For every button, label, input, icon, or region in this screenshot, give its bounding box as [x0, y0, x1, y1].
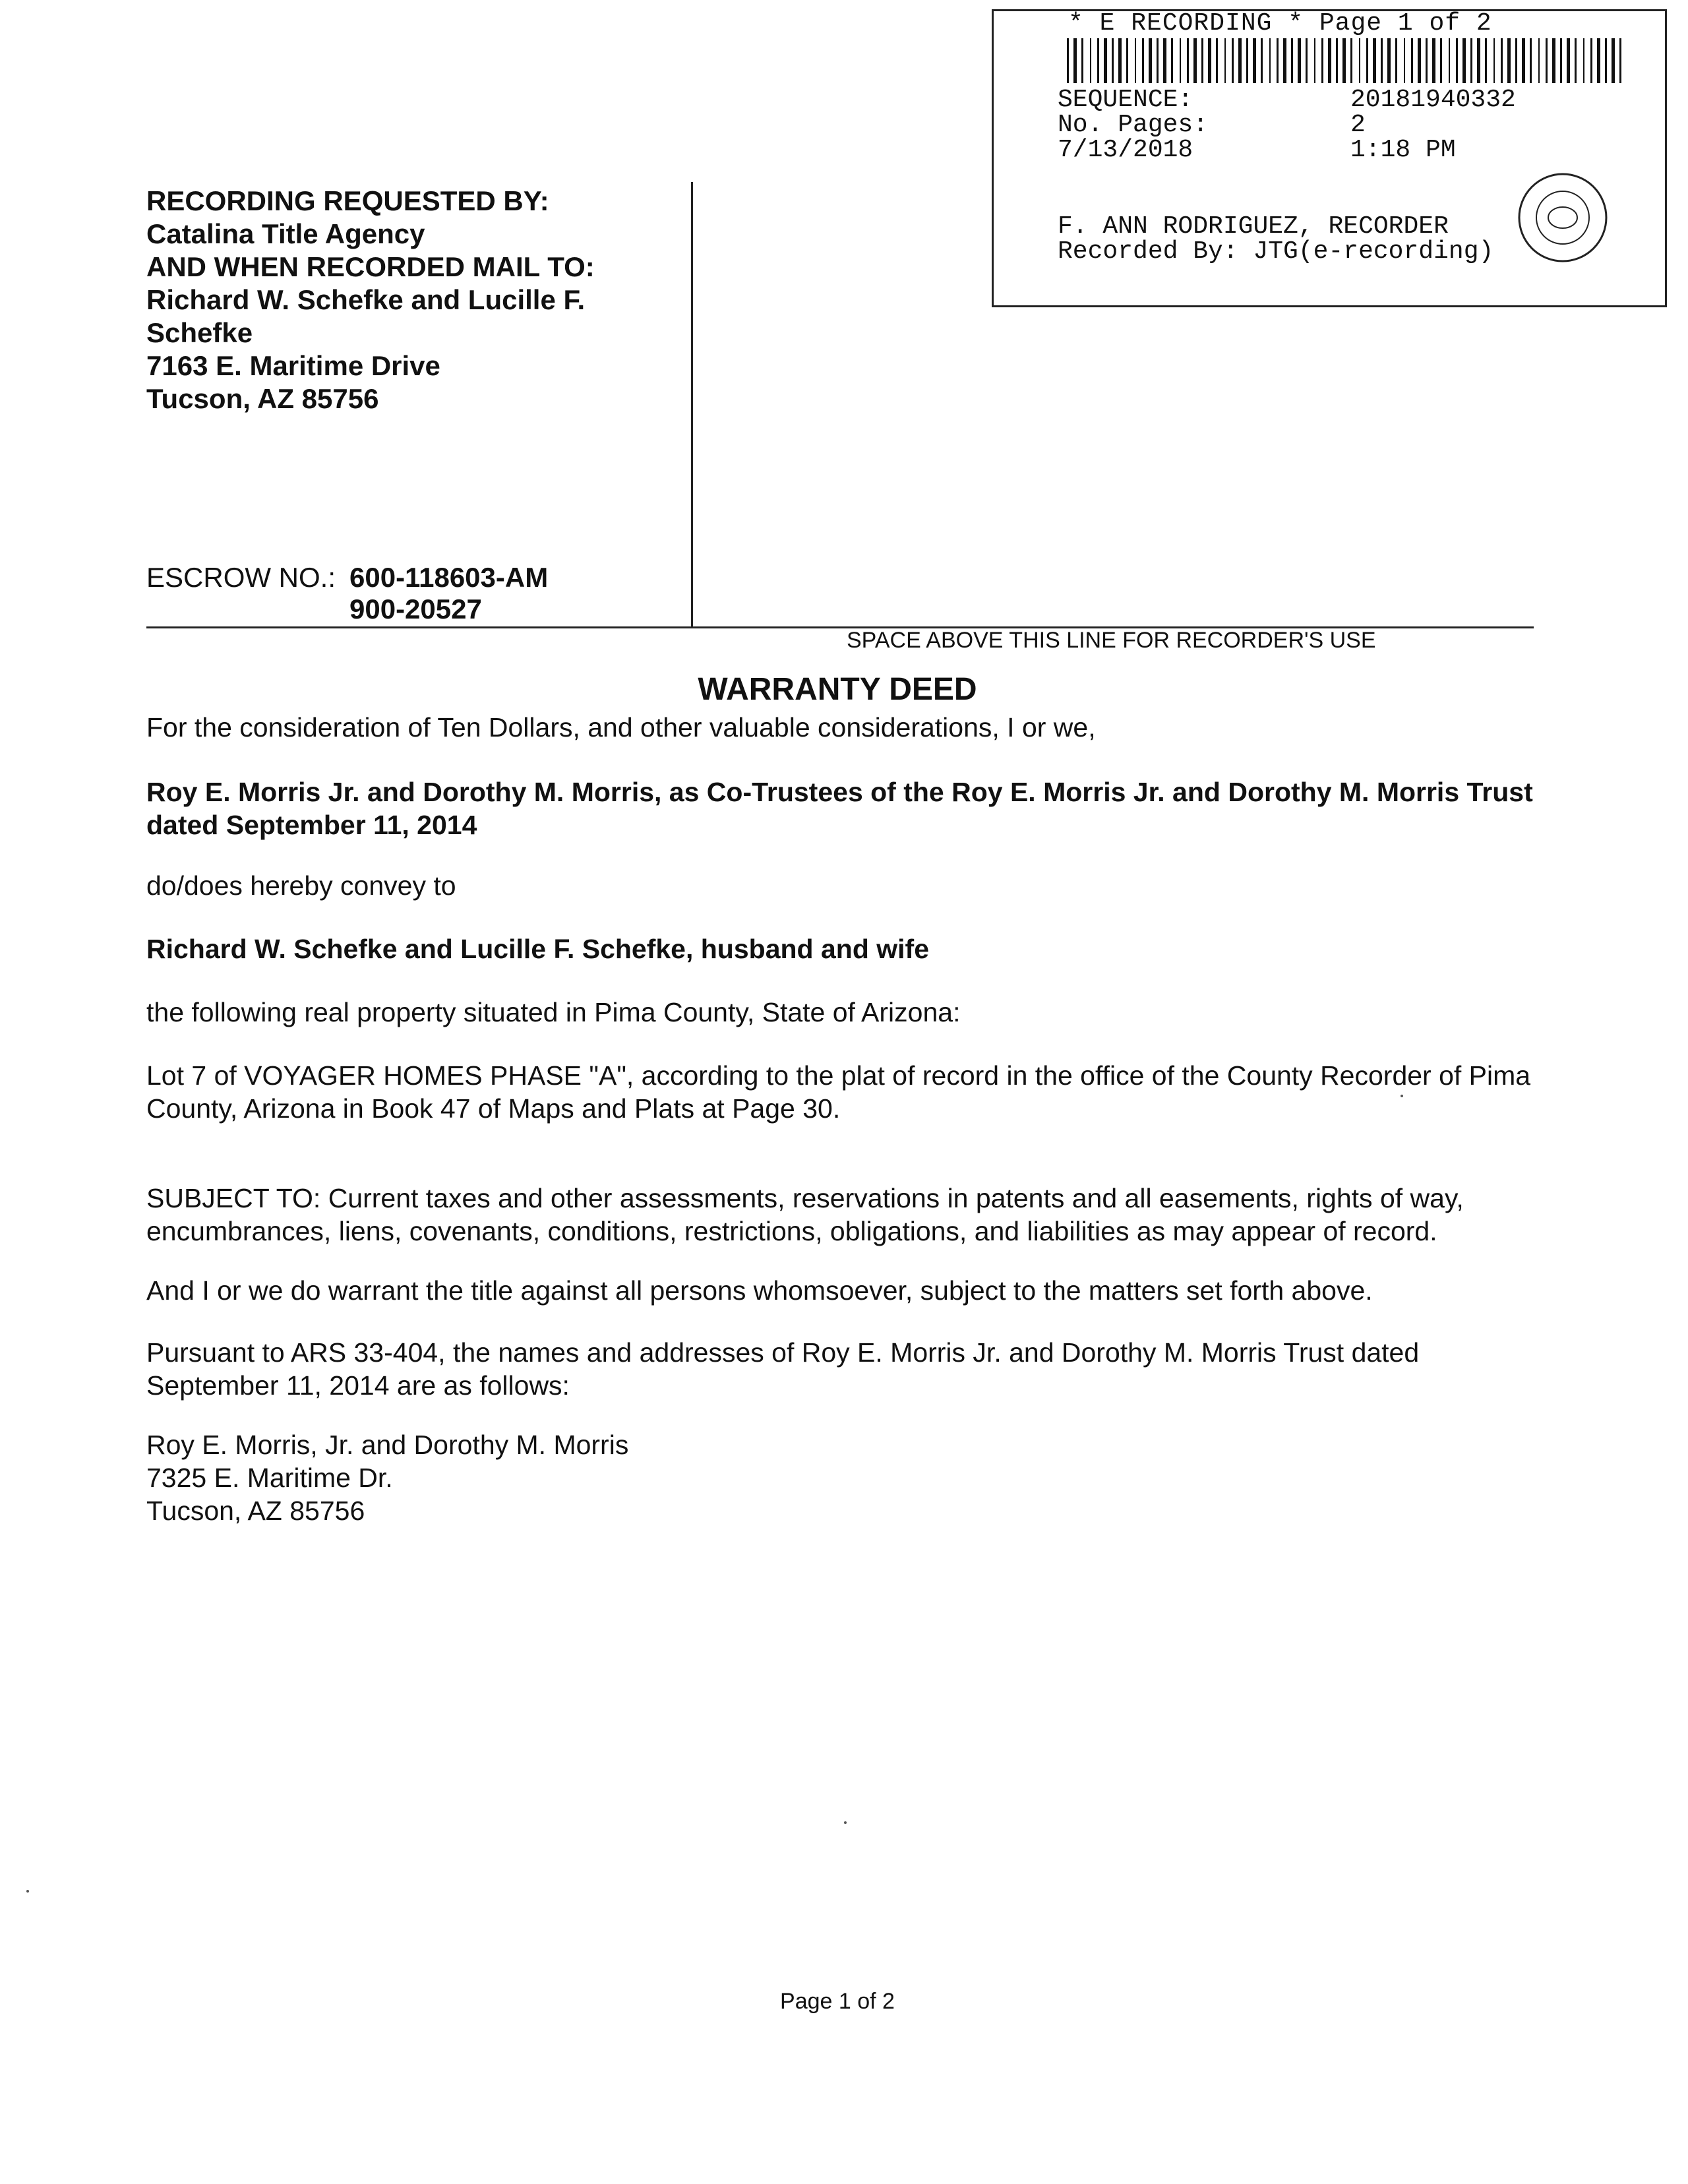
barcode-bar [1283, 38, 1286, 83]
recording-time: 1:18 PM [1350, 136, 1456, 164]
sequence-value: 20181940332 [1350, 86, 1516, 114]
warranty-paragraph: And I or we do warrant the title against all persons whomsoever, subject to the matters set forth above. [146, 1275, 1373, 1306]
address-line-1: Roy E. Morris, Jr. and Dorothy M. Morris [146, 1430, 629, 1460]
consideration-paragraph: For the consideration of Ten Dollars, and other valuable considerations, I or we, [146, 712, 1096, 743]
barcode-bar [1501, 38, 1503, 83]
page-footer: Page 1 of 2 [780, 1989, 895, 2014]
barcode-bar [1507, 38, 1511, 83]
escrow-number-1: 600-118603-AM [349, 562, 549, 593]
barcode-bar [1112, 38, 1114, 83]
barcode-bar [1306, 38, 1308, 83]
address-line-3: Tucson, AZ 85756 [146, 1496, 365, 1526]
barcode-bar [1456, 38, 1458, 83]
mail-to-label: AND WHEN RECORDED MAIL TO: [146, 251, 595, 282]
recorder-name: F. ANN RODRIGUEZ, RECORDER [1058, 212, 1449, 241]
grantor-paragraph: Roy E. Morris Jr. and Dorothy M. Morris, as Co-Trustees of the Roy E. Morris Jr. and Dorothy M. Morris Trust dated September 11, 2014 [146, 777, 1533, 840]
barcode-bar [1321, 38, 1323, 83]
recording-date: 7/13/2018 [1058, 136, 1193, 164]
barcode-bar [1546, 38, 1548, 83]
barcode-bar [1560, 38, 1562, 83]
mail-to-line-2: Schefke [146, 317, 253, 348]
barcode-bar [1328, 38, 1331, 83]
subject-to-paragraph: SUBJECT TO: Current taxes and other assessments, reservations in patents and all easements, rights of way, encumbrances, liens, covenants, conditions, restrictions, obligations, and liabilities as may appear of record. [146, 1183, 1464, 1246]
barcode-bar [1336, 38, 1338, 83]
barcode-bar [1081, 38, 1083, 83]
requested-by: Catalina Title Agency [146, 218, 425, 249]
vertical-divider [691, 182, 693, 628]
mail-to-line-3: 7163 E. Maritime Drive [146, 350, 440, 381]
barcode-bar [1193, 38, 1197, 83]
escrow-number-2: 900-20527 [349, 593, 482, 624]
barcode-bar [1440, 38, 1442, 83]
recorded-by: Recorded By: JTG(e-recording) [1058, 237, 1494, 266]
barcode-bar [1067, 38, 1069, 83]
barcode-bar [1485, 38, 1487, 83]
barcode-bar [1126, 38, 1128, 83]
scan-speck [26, 1890, 29, 1893]
barcode-bar [1530, 38, 1532, 83]
barcode-bar [1291, 38, 1293, 83]
barcode-bar [1373, 38, 1376, 83]
deed-title: WARRANTY DEED [698, 672, 977, 707]
barcode-bar [1387, 38, 1391, 83]
convey-paragraph: do/does hereby convey to [146, 870, 456, 901]
barcode-bar [1567, 38, 1570, 83]
requested-by-label: RECORDING REQUESTED BY: [146, 185, 549, 216]
barcode-bar [1180, 38, 1181, 83]
barcode-bar [1277, 38, 1279, 83]
barcode-bar [1298, 38, 1301, 83]
grantee-paragraph: Richard W. Schefke and Lucille F. Schefke, husband and wife [146, 934, 929, 964]
stamp-header: * E RECORDING * Page 1 of 2 [1068, 9, 1492, 38]
barcode-bar [1381, 38, 1383, 83]
barcode-bar [1232, 38, 1234, 83]
barcode-bar [1515, 38, 1517, 83]
barcode-bar [1462, 38, 1466, 83]
barcode-bar [1253, 38, 1256, 83]
mail-to-line-1: Richard W. Schefke and Lucille F. [146, 284, 586, 315]
barcode-bar [1597, 38, 1600, 83]
barcode-bar [1171, 38, 1173, 83]
barcode-bar [1342, 38, 1346, 83]
pages-value: 2 [1350, 111, 1366, 139]
barcode-bar [1418, 38, 1421, 83]
barcode [1067, 38, 1625, 83]
barcode-bar [1395, 38, 1397, 83]
barcode-bar [1208, 38, 1211, 83]
barcode-bar [1104, 38, 1107, 83]
barcode-bar [1359, 38, 1360, 83]
scan-speck [844, 1821, 847, 1824]
barcode-bar [1163, 38, 1166, 83]
recorder-space-caption: SPACE ABOVE THIS LINE FOR RECORDER'S USE [847, 628, 1376, 653]
barcode-bar [1619, 38, 1621, 83]
barcode-bar [1522, 38, 1525, 83]
barcode-bar [1118, 38, 1122, 83]
barcode-bar [1238, 38, 1242, 83]
barcode-bar [1269, 38, 1271, 83]
barcode-bar [1350, 38, 1352, 83]
barcode-bar [1612, 38, 1615, 83]
barcode-bar [1097, 38, 1099, 83]
barcode-bar [1135, 38, 1136, 83]
barcode-bar [1142, 38, 1144, 83]
barcode-bar [1224, 38, 1226, 83]
barcode-bar [1073, 38, 1077, 83]
address-line-2: 7325 E. Maritime Dr. [146, 1463, 393, 1493]
barcode-bar [1590, 38, 1592, 83]
barcode-bar [1449, 38, 1450, 83]
barcode-bar [1575, 38, 1577, 83]
pages-label: No. Pages: [1058, 111, 1209, 139]
barcode-bar [1583, 38, 1584, 83]
property-intro-paragraph: the following real property situated in Pima County, State of Arizona: [146, 997, 961, 1027]
barcode-bar [1432, 38, 1435, 83]
barcode-bar [1493, 38, 1495, 83]
barcode-bar [1157, 38, 1159, 83]
barcode-bar [1090, 38, 1091, 83]
barcode-bar [1149, 38, 1152, 83]
sequence-label: SEQUENCE: [1058, 86, 1193, 114]
barcode-bar [1216, 38, 1218, 83]
barcode-bar [1314, 38, 1315, 83]
ars-statement-paragraph: Pursuant to ARS 33-404, the names and addresses of Roy E. Morris Jr. and Dorothy M. Morris Trust dated September 11, 2014 are as follows: [146, 1337, 1420, 1401]
barcode-bar [1477, 38, 1480, 83]
legal-description-paragraph: Lot 7 of VOYAGER HOMES PHASE "A", according to the plat of record in the office of the County Recorder of Pima County, Arizona in Book 47 of Maps and Plats at Page 30. [146, 1060, 1531, 1124]
recording-block [146, 185, 674, 415]
barcode-bar [1404, 38, 1405, 83]
scan-speck [1401, 1095, 1403, 1097]
barcode-bar [1426, 38, 1428, 83]
barcode-bar [1605, 38, 1607, 83]
barcode-bar [1552, 38, 1555, 83]
barcode-bar [1201, 38, 1203, 83]
barcode-bar [1261, 38, 1263, 83]
barcode-bar [1246, 38, 1248, 83]
escrow-label: ESCROW NO.: [146, 562, 336, 593]
county-recorder-seal [1517, 171, 1609, 264]
barcode-bar [1470, 38, 1472, 83]
barcode-bar [1366, 38, 1368, 83]
mail-to-line-4: Tucson, AZ 85756 [146, 383, 379, 414]
barcode-bar [1411, 38, 1413, 83]
barcode-bar [1538, 38, 1540, 83]
barcode-bar [1187, 38, 1189, 83]
